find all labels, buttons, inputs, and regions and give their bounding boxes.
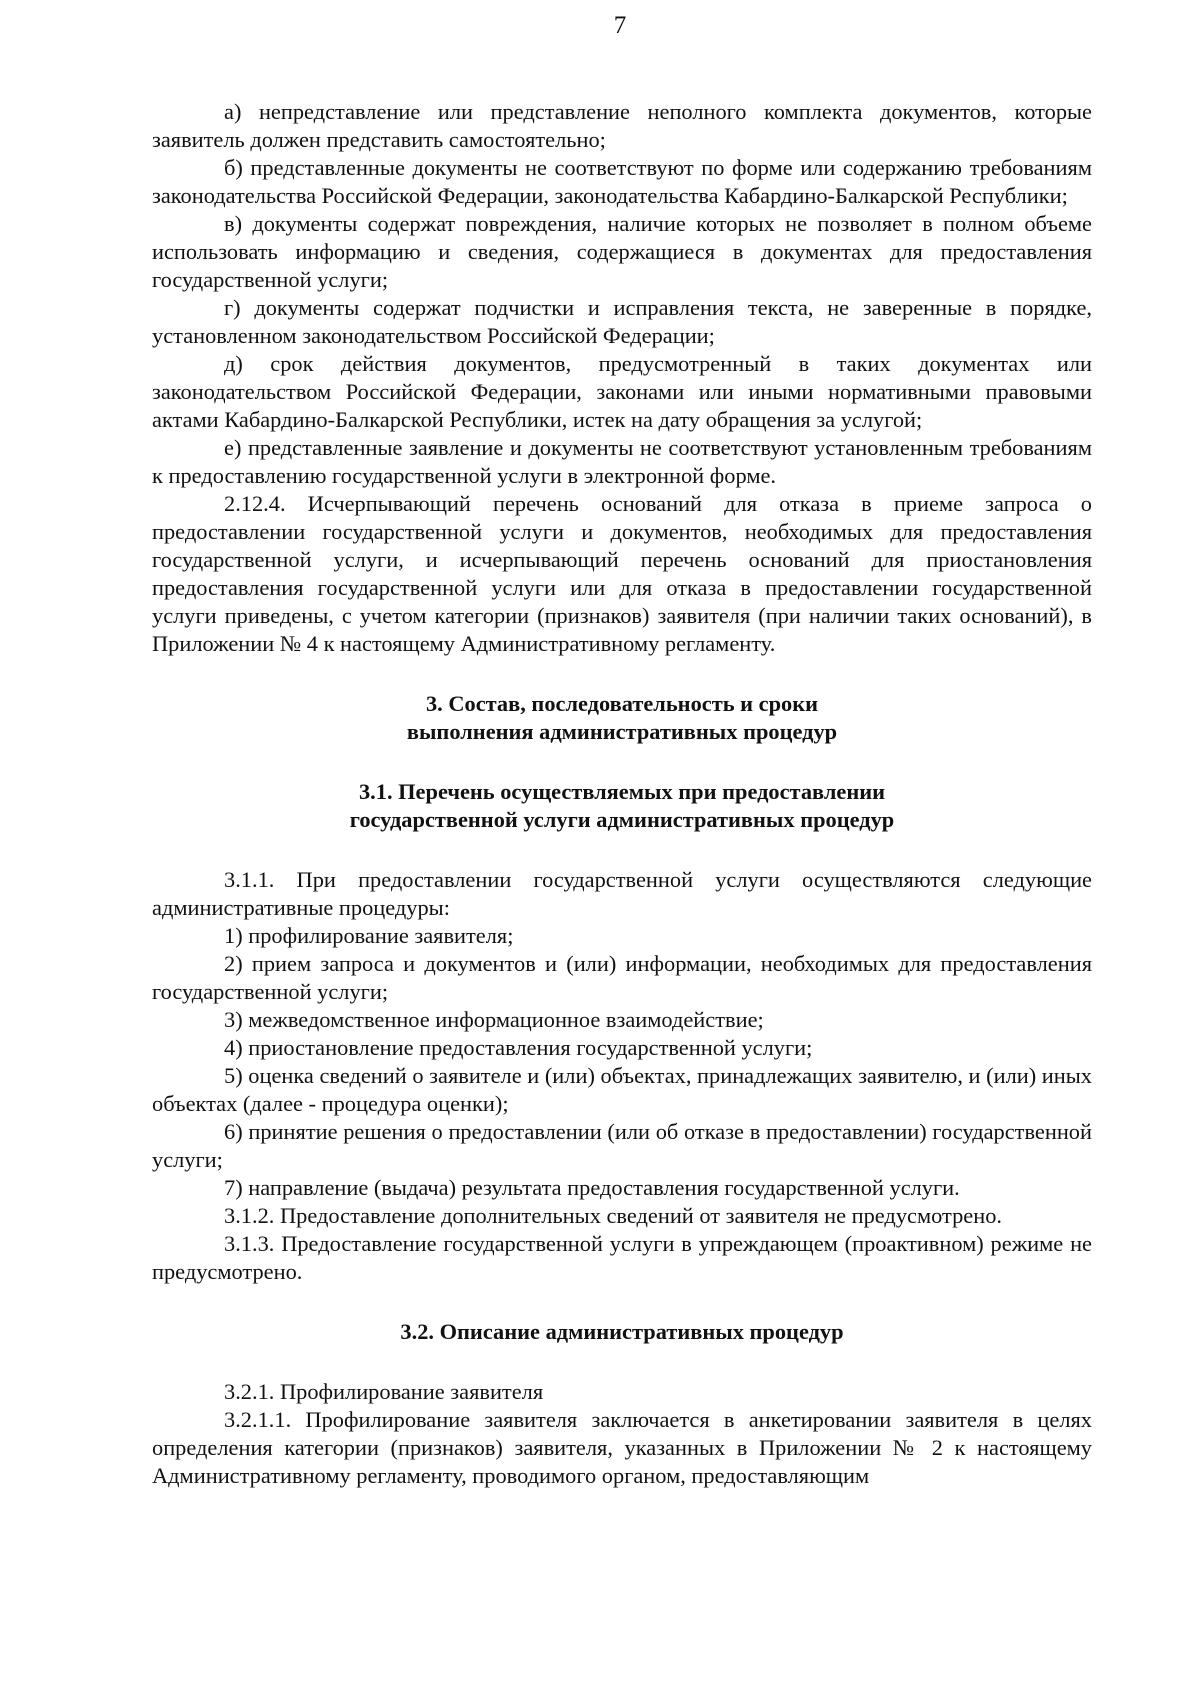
list-item-e: е) представленные заявление и документы не соответствуют установленным требованиям к предоставлению государственной услуги в электронной форме. (152, 435, 1092, 488)
section-3-1-title-line2: государственной услуги административных процедур (349, 807, 895, 832)
section-3-1-title-line1: 3.1. Перечень осуществляемых при предоставлении (358, 779, 886, 804)
procedure-item-2: 2) прием запроса и документов и (или) информации, необходимых для предоставления государственной услуги; (152, 951, 1092, 1004)
list-item-d: д) срок действия документов, предусмотренный в таких документах или законодательством Российской Федерации, законами или иными нормативными правовыми актами Кабардино-Балкарской Республики, истек на дату обращения за услугой; (152, 351, 1092, 432)
procedure-item-4: 4) приостановление предоставления государственной услуги; (224, 1035, 813, 1060)
section-3-2-title: 3.2. Описание административных процедур (400, 1319, 844, 1344)
section-3-title-line2: выполнения административных процедур (406, 719, 838, 744)
paragraph-3-2-1: 3.2.1. Профилирование заявителя (224, 1379, 544, 1404)
section-3-1-heading (152, 778, 1092, 834)
paragraph-3-1-1: 3.1.1. При предоставлении государственной услуги осуществляются следующие административные процедуры: (152, 867, 1092, 920)
procedure-item-7: 7) направление (выдача) результата предоставления государственной услуги. (224, 1175, 960, 1200)
list-item-a: а) непредставление или представление неполного комплекта документов, которые заявитель должен представить самостоятельно; (152, 99, 1092, 152)
section-3-heading (152, 690, 1092, 746)
list-item-b: б) представленные документы не соответствуют по форме или содержанию требованиям законодательства Российской Федерации, законодательства Кабардино-Балкарской Республики; (152, 155, 1092, 208)
procedure-item-3: 3) межведомственное информационное взаимодействие; (224, 1007, 764, 1032)
paragraph-2-12-4: 2.12.4. Исчерпывающий перечень оснований для отказа в приеме запроса о предоставлении государственной услуги и документов, необходимых для предоставления государственной услуги, и исчерпывающий перечень оснований для приостановления предоставления государственной услуги или для отказа в предоставлении государственной услуги приведены, с учетом категории (признаков) заявителя (при наличии таких оснований), в Приложении № 4 к настоящему Административному регламенту. (152, 491, 1092, 656)
section-3-2-heading (152, 1318, 1092, 1346)
document-body (152, 98, 1092, 1490)
paragraph-3-1-2: 3.1.2. Предоставление дополнительных сведений от заявителя не предусмотрено. (224, 1203, 1002, 1228)
procedure-item-6: 6) принятие решения о предоставлении (или об отказе в предоставлении) государственной услуги; (152, 1119, 1092, 1172)
list-item-v: в) документы содержат повреждения, наличие которых не позволяет в полном объеме использовать информацию и сведения, содержащиеся в документах для предоставления государственной услуги; (152, 211, 1092, 292)
list-item-g: г) документы содержат подчистки и исправления текста, не заверенные в порядке, установленном законодательством Российской Федерации; (152, 295, 1092, 348)
section-3-title-line1: 3. Состав, последовательность и сроки (425, 691, 819, 716)
procedure-item-1: 1) профилирование заявителя; (224, 923, 514, 948)
paragraph-3-1-3: 3.1.3. Предоставление государственной услуги в упреждающем (проактивном) режиме не предусмотрено. (152, 1231, 1092, 1284)
page-number: 7 (613, 12, 627, 39)
procedure-item-5: 5) оценка сведений о заявителе и (или) объектах, принадлежащих заявителю, и (или) иных объектах (далее - процедура оценки); (152, 1063, 1092, 1116)
paragraph-3-2-1-1: 3.2.1.1. Профилирование заявителя заключается в анкетировании заявителя в целях определения категории (признаков) заявителя, указанных в Приложении № 2 к настоящему Административному регламенту, проводимого органом, предоставляющим (152, 1407, 1092, 1488)
